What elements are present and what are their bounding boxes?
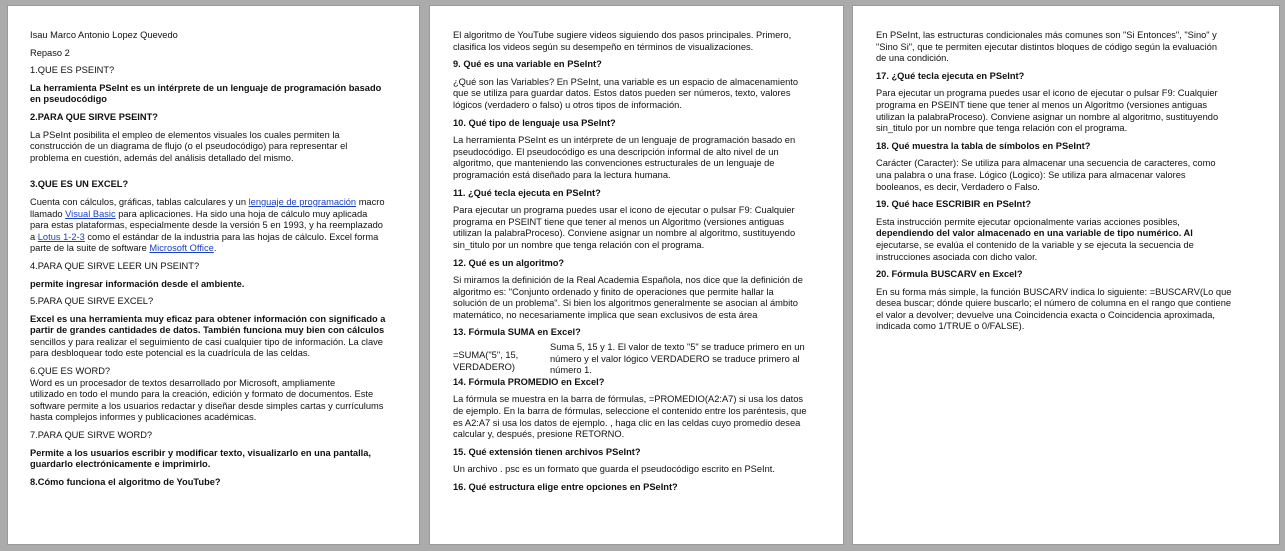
- answer-12-line: algoritmo es: "Conjunto ordenado y finito de operaciones que permite hallar la: [453, 286, 774, 297]
- answer-18-line: booleanos, es decir, Verdadero o Falso.: [876, 181, 1040, 192]
- answer-3-line: [30, 243, 393, 255]
- suma-description-line: número y el valor lógico VERDADERO se traduce primero al: [550, 353, 800, 364]
- question-7: 7.PARA QUE SIRVE WORD?: [30, 430, 153, 441]
- suma-description-cell: [550, 342, 805, 377]
- document-page-3[interactable]: [853, 6, 1279, 544]
- question-14: 14. Fórmula PROMEDIO en Excel?: [453, 376, 605, 387]
- answer-2-line: La PSeInt posibilita el empleo de elementos visuales los cuales permiten la: [30, 129, 340, 140]
- question-6: 6.QUE ES WORD?: [30, 366, 111, 377]
- question-4: 4.PARA QUE SIRVE LEER UN PSEINT?: [30, 260, 200, 271]
- document-page-1[interactable]: [8, 6, 419, 544]
- answer-20-line: el valor a devolver; devuelve una Coincidencia exacta o Coincidencia aproximada,: [876, 309, 1216, 320]
- link-lotus[interactable]: Lotus 1-2-3: [37, 231, 85, 242]
- answer-5-line: Excel es una herramienta muy eficaz para obtener información con significado a: [30, 313, 386, 324]
- question-12: 12. Qué es un algoritmo?: [453, 257, 565, 268]
- question-18: 18. Qué muestra la tabla de símbolos en PSeInt?: [876, 140, 1091, 151]
- answer-16-line: "Sino Si", que te permiten ejecutar distintos bloques de código según la evaluación: [876, 41, 1217, 52]
- answer-9-line: lógicos (verdadero o falso) u otros tipos de información.: [453, 99, 682, 110]
- answer-3-line: [30, 197, 393, 209]
- question-15: 15. Qué extensión tienen archivos PSeInt?: [453, 446, 641, 457]
- text-run: Cuenta con cálculos, gráficas, tablas calculares y un: [30, 196, 249, 207]
- answer-8-line: El algoritmo de YouTube sugiere videos siguiendo dos pasos principales. Primero,: [453, 30, 792, 40]
- link-microsoft-office[interactable]: Microsoft Office: [149, 243, 214, 254]
- answer-12-line: solución de un problema". Si bien los algoritmos generalmente se asocian al ámbito: [453, 298, 798, 309]
- answer-17-line: Para ejecutar un programa puedes usar el icono de ejecutar o pulsar F9: Cualquier: [876, 88, 1218, 99]
- suma-description-line: número 1.: [550, 365, 592, 376]
- question-16: 16. Qué estructura elige entre opciones en PSeInt?: [453, 482, 678, 492]
- answer-3-line: para estas plataformas, especialmente desde la versión 5 en 1993, y ha reemplazado: [30, 220, 383, 231]
- answer-12-line: matemático, no necesariamente implica que sean exclusivos de esta área: [453, 309, 758, 320]
- answer-20-line: indicada como 1/TRUE o 0/FALSE).: [876, 321, 1025, 332]
- text-run: como el estándar de la industria para las hojas de cálculo. Excel forma: [84, 231, 379, 242]
- answer-15: Un archivo . psc es un formato que guarda el pseudocódigo escrito en PSeInt.: [453, 464, 775, 475]
- question-20: 20. Fórmula BUSCARV en Excel?: [876, 269, 1023, 280]
- answer-2-line: construcción de un diagrama de flujo (o el pseudocódigo) para representar el: [30, 141, 348, 152]
- text-run: parte de la suite de software: [30, 243, 150, 254]
- text-run: para aplicaciones. Ha sido una hoja de cálculo muy aplicada: [115, 208, 368, 219]
- question-19: 19. Qué hace ESCRIBIR en PSeInt?: [876, 199, 1031, 210]
- answer-14-line: La fórmula se muestra en la barra de fórmulas, =PROMEDIO(A2:A7) si usa los datos: [453, 394, 804, 405]
- answer-16-line: de una condición.: [876, 53, 949, 64]
- text-run: llamado: [30, 208, 66, 219]
- question-17: 17. ¿Qué tecla ejecuta en PSeInt?: [876, 70, 1025, 81]
- answer-19-line: Esta instrucción permite ejecutar opcionalmente varias acciones posibles,: [876, 216, 1180, 227]
- link-visual-basic[interactable]: Visual Basic: [65, 208, 116, 219]
- question-9: 9. Qué es una variable en PSeInt?: [453, 59, 602, 70]
- answer-10-line: pseudocódigo. El pseudocódigo es una descripción informal de alto nivel de un: [453, 146, 779, 157]
- answer-1-line: en pseudocódigo: [30, 94, 107, 105]
- text-run: .: [213, 243, 217, 254]
- suma-example-table: [453, 342, 821, 377]
- answer-19-line: dependiendo del valor almacenado en una variable de tipo numérico. Al: [876, 228, 1193, 239]
- answer-1-line: La herramienta PSeInt es un intérprete de un lenguaje de programación basado: [30, 82, 382, 93]
- answer-6-line: software permite a los usuarios redactar y diseñar desde simples cartas y currículums: [30, 400, 384, 411]
- suma-formula-line: =SUMA("5", 15,: [453, 350, 519, 361]
- answer-9-line: que se utiliza para guardar datos. Estos datos pueden ser números, texto, valores: [453, 88, 791, 99]
- answer-19-line: ejecutarse, se evalúa el contenido de la variable y se ejecuta la secuencia de: [876, 239, 1194, 250]
- answer-17-line: utilizan la palabraProceso). Conviene asignar un nombre al algoritmo, sustituyendo: [876, 111, 1219, 122]
- suma-description-line: Suma 5, 15 y 1. El valor de texto "5" se traduce primero en un: [550, 342, 805, 353]
- answer-17-line: programa en PSEINT tiene que tener al menos un Algoritmo (versiones antiguas: [876, 99, 1208, 110]
- link-lenguaje-programacion[interactable]: lenguaje de programación: [248, 196, 357, 207]
- author-name: Isau Marco Antonio Lopez Quevedo: [30, 30, 178, 40]
- question-1: 1.QUE ES PSEINT?: [30, 65, 115, 76]
- answer-7-line: Permite a los usuarios escribir y modificar texto, visualizarlo en una pantalla,: [30, 447, 372, 458]
- suma-formula-cell: [453, 342, 549, 377]
- answer-4: permite ingresar información desde el ambiente.: [30, 278, 245, 289]
- question-11: 11. ¿Qué tecla ejecuta en PSeInt?: [453, 187, 601, 198]
- answer-14-line: de ejemplo. En la barra de fórmulas, seleccione el contenido entre los paréntesis, que: [453, 406, 807, 417]
- text-run: macro: [356, 196, 385, 207]
- text-run: a: [30, 231, 38, 242]
- answer-6-line: utilizado en todo el mundo para la creación, edición y formato de documentos. Este: [30, 389, 374, 400]
- answer-17-line: sin_titulo por un nombre que tenga relación con el programa.: [876, 123, 1128, 134]
- answer-14-line: es A2:A7 si usa los datos de ejemplo. , haga clic en las celdas cuyo promedio desea: [453, 417, 801, 428]
- answer-11-line: utilizan la palabraProceso). Conviene asignar un nombre al algoritmo, sustituyendo: [453, 228, 796, 239]
- answer-16-line: En PSeInt, las estructuras condicionales más comunes son "Si Entonces", "Sino" y: [876, 30, 1217, 40]
- answer-6-line: Word es un procesador de textos desarrollado por Microsoft, ampliamente: [30, 377, 336, 388]
- answer-9-line: ¿Qué son las Variables? En PSeInt, una variable es un espacio de almacenamiento: [453, 76, 799, 87]
- answer-5-line: sencillos y para realizar el seguimiento de casi cualquier tipo de información. La clave: [30, 336, 383, 347]
- document-page-2[interactable]: [430, 6, 843, 544]
- answer-20-line: desea buscar; dónde quiere buscarlo; el número de columna en el rango que contiene: [876, 298, 1232, 309]
- answer-10-line: La herramienta PSeInt es un intérprete de un lenguaje de programación basado en: [453, 135, 796, 146]
- answer-10-line: algoritmo, que manteniendo las convenciones estructurales de un lenguaje de: [453, 158, 775, 169]
- question-8: 8.Cómo funciona el algoritmo de YouTube?: [30, 476, 221, 487]
- answer-19-line: instrucciones asociada con dicho valor.: [876, 251, 1038, 262]
- document-subtitle: Repaso 2: [30, 47, 70, 58]
- question-2: 2.PARA QUE SIRVE PSEINT?: [30, 111, 158, 122]
- question-3: 3.QUE ES UN EXCEL?: [30, 179, 129, 190]
- answer-11-line: programa en PSEINT tiene que tener al menos un Algoritmo (versiones antiguas: [453, 216, 785, 227]
- question-5: 5.PARA QUE SIRVE EXCEL?: [30, 296, 154, 307]
- answer-11-line: sin_titulo por un nombre que tenga relación con el programa.: [453, 239, 705, 250]
- answer-5-line: para desbloquear todo este potencial es la cuadrícula de las celdas.: [30, 348, 311, 359]
- suma-formula-line: VERDADERO): [453, 361, 515, 372]
- answer-7-line: guardarlo electrónicamente e imprimirlo.: [30, 459, 211, 470]
- answer-10-line: programación está diseñado para la lectura humana.: [453, 169, 671, 180]
- answer-3-line: [30, 232, 393, 244]
- question-10: 10. Qué tipo de lenguaje usa PSeInt?: [453, 117, 616, 128]
- answer-18-line: Carácter (Caracter): Se utiliza para almacenar una secuencia de caracteres, como: [876, 158, 1216, 169]
- question-13: 13. Fórmula SUMA en Excel?: [453, 327, 581, 338]
- answer-14-line: calcular y, después, presione RETORNO.: [453, 429, 625, 440]
- answer-20-line: En su forma más simple, la función BUSCARV indica lo siguiente: =BUSCARV(Lo que: [876, 286, 1232, 297]
- answer-2-line: problema en cuestión, además del análisis detallado del mismo.: [30, 152, 294, 163]
- answer-6-line: hasta complejos informes y publicaciones académicas.: [30, 412, 257, 423]
- answer-11-line: Para ejecutar un programa puedes usar el icono de ejecutar o pulsar F9: Cualquier: [453, 205, 795, 216]
- answer-3-line: [30, 209, 393, 221]
- answer-8-line: clasifica los videos según su desempeño en términos de visualizaciones.: [453, 41, 754, 52]
- answer-12-line: Si miramos la definición de la Real Academia Española, nos dice que la definición de: [453, 275, 803, 286]
- answer-5-line: partir de grandes cantidades de datos. También funciona muy bien con cálculos: [30, 325, 385, 336]
- answer-18-line: una palabra o una frase. Lógico (Logico): Se utiliza para almacenar valores: [876, 169, 1186, 180]
